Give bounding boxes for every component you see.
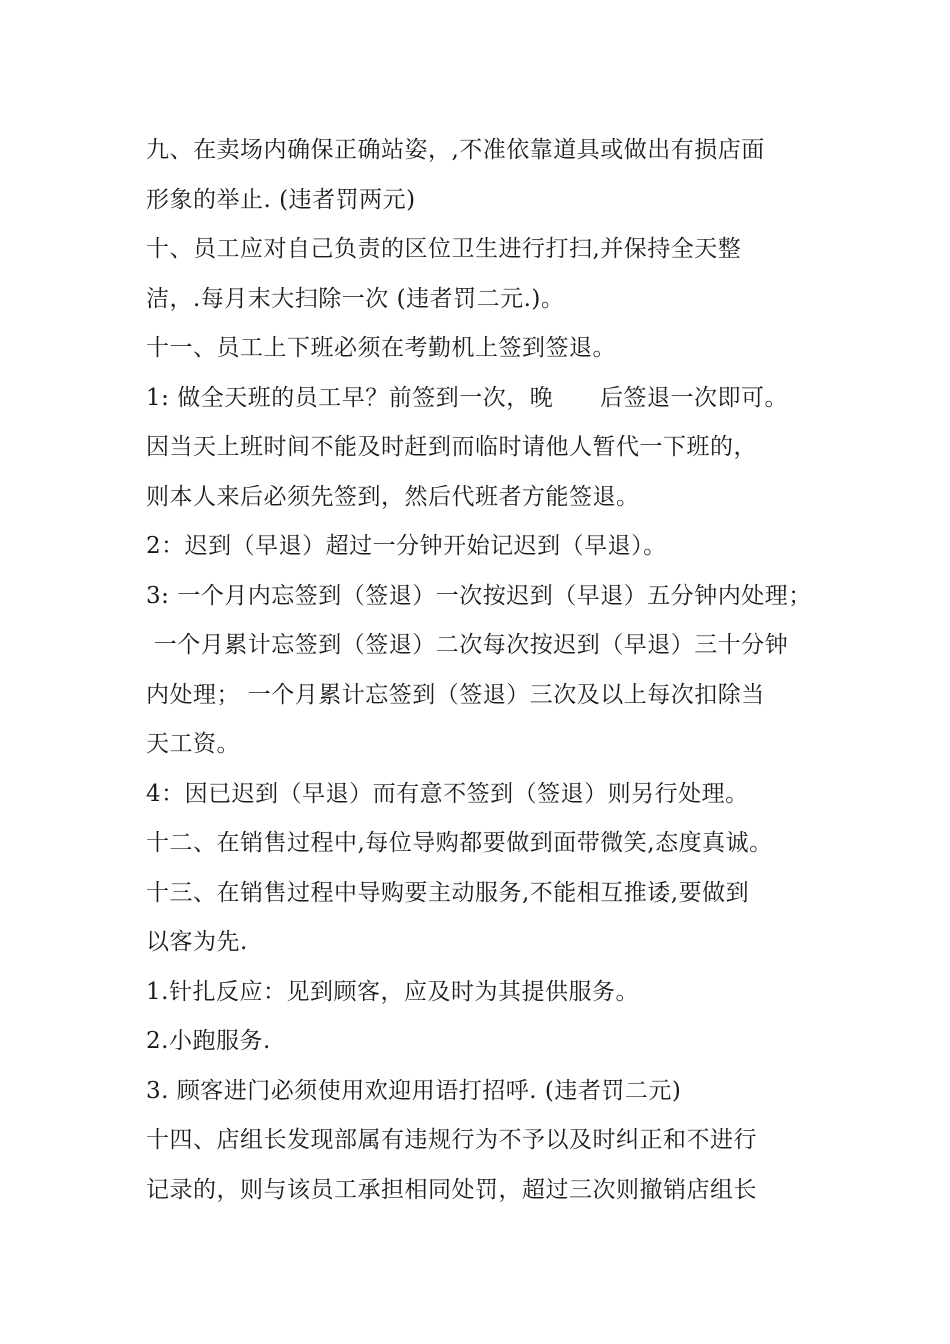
- text-line: 以客为先.: [146, 929, 248, 955]
- text-line: 十二、在销售过程中,每位导购都要做到面带微笑,态度真诚。: [146, 830, 773, 856]
- text-line: 九、在卖场内确保正确站姿，,不准依靠道具或做出有损店面: [146, 137, 765, 163]
- text-line: 1.针扎反应：见到顾客，应及时为其提供服务。: [146, 978, 639, 1005]
- text-line: 十三、在销售过程中导购要主动服务,不能相互推诿,要做到: [146, 879, 750, 906]
- text-line: 洁，.每月末大扫除一次 (违者罚二元.)。: [146, 285, 565, 312]
- document-body: [146, 126, 826, 1215]
- text-line: 则本人来后必须先签到，然后代班者方能签退。: [146, 483, 640, 510]
- text-line: 1: 做全天班的员工早？前签到一次，晚 后签退一次即可。: [146, 384, 789, 411]
- text-line: 4：因已迟到（早退）而有意不签到（签退）则另行处理。: [146, 780, 749, 807]
- text-line: 因当天上班时间不能及时赶到而临时请他人暂代一下班的，: [146, 434, 757, 460]
- text-line: 3: 一个月内忘签到（签退）一次按迟到（早退）五分钟内处理；: [146, 582, 812, 609]
- text-line: 天工资。: [146, 731, 240, 757]
- text-line: 一个月累计忘签到（签退）二次每次按迟到（早退）三十分钟: [146, 632, 789, 658]
- text-line: 十一、员工上下班必须在考勤机上签到签退。: [146, 335, 616, 361]
- text-line: 2.小跑服务.: [146, 1028, 271, 1054]
- text-line: 十、员工应对自己负责的区位卫生进行打扫,并保持全天整: [146, 236, 742, 262]
- text-line: 2：迟到（早退）超过一分钟开始记迟到（早退）。: [146, 533, 667, 559]
- text-line: 记录的，则与该员工承担相同处罚，超过三次则撤销店组长: [146, 1176, 757, 1203]
- text-line: 3. 顾客进门必须使用欢迎用语打招呼. (违者罚二元): [146, 1077, 682, 1104]
- text-line: 内处理； 一个月累计忘签到（签退）三次及以上每次扣除当: [146, 681, 765, 708]
- text-line: 形象的举止. (违者罚两元): [146, 186, 416, 213]
- text-line: 十四、店组长发现部属有违规行为不予以及时纠正和不进行: [146, 1127, 757, 1153]
